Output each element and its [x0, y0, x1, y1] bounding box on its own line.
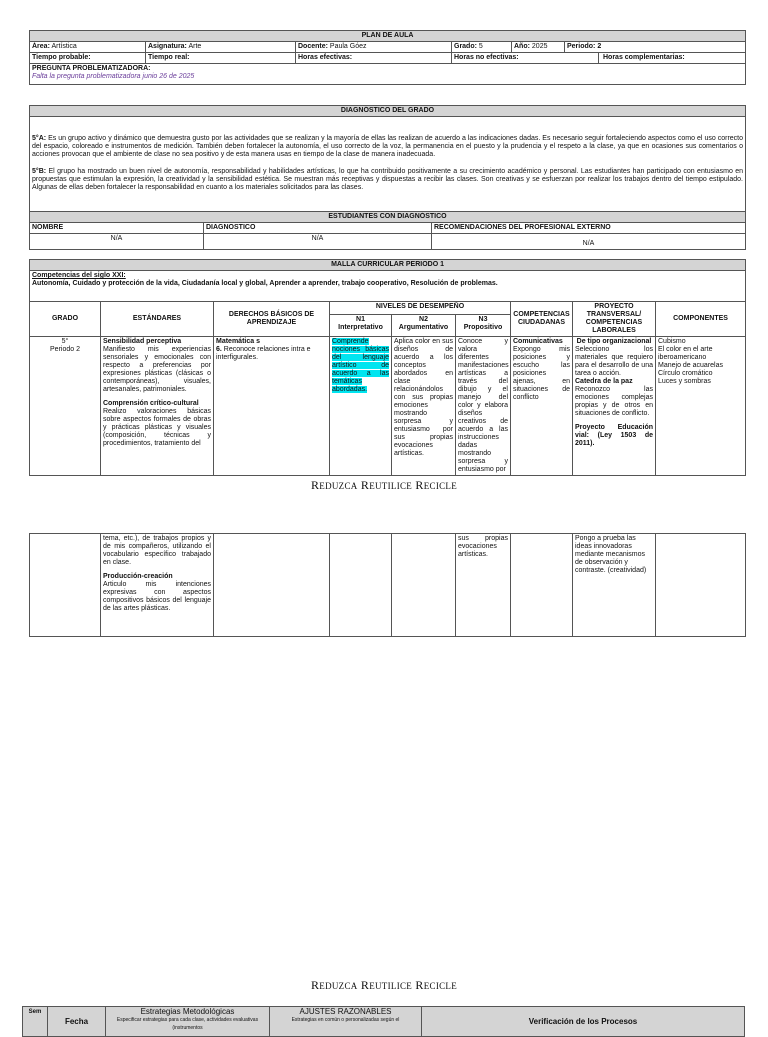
- pregunta-label: PREGUNTA PROBLEMATIZADORA:: [32, 65, 151, 72]
- h-fecha: Fecha: [48, 1007, 106, 1037]
- malla-proyecto: De tipo organizacional Selecciono los materiales que requiero para el desarrollo de una tarea o acción. Catedra de la paz Reconozco las emociones complejas propias y de otros en situaciones de conflicto. Proyecto Educación vial: (Ley 1503 de 2011).: [573, 337, 656, 476]
- diagnostico-5b: 5°B: El grupo ha mostrado un buen nivel de autonomía, responsabilidad y habilidades artísticas, lo que ha contribuido positivamente a su crecimiento académico y personal. Las estudiantes han participado con entusiasmo en propuestas que estimulan la expresión, la creatividad y la sensibilidad estética. Se muestran más receptivas y dispuestas a recibir las clases. Son creativas y se esfuerzan por realizar los trabajos dentro del tiempo estipulado. Algunas de ellas deben fortalecer la responsabilidad en cuanto a los materiales solicitados para las clases.: [32, 168, 744, 191]
- malla-n2: Aplica color en sus diseños de acuerdo a los conceptos abordados en clase relacionándolos con sus propias emociones mostrando sorpresa y entusiasmo por sus propias evocaciones artísticas.: [392, 337, 456, 476]
- anio-cell: Año: 2025: [512, 42, 565, 53]
- malla-componentes: Cubismo El color en el arte iberoamericano Manejo de acuarelas Círculo cromático Luces y sombras: [656, 337, 746, 476]
- cont-n1: [330, 534, 392, 637]
- periodo-cell: Periodo: 2: [565, 42, 746, 53]
- diagnostico-title: DIAGNÓSTICO DEL GRADO: [30, 106, 746, 117]
- competencias-cell: Competencias del siglo XXI: Autonomía, Cuidado y protección de la vida, Ciudadanía local y global, Aprender a aprender, trabajo cooperativo, Resolución de problemas.: [30, 271, 746, 302]
- docente-cell: Docente: Paula Góez: [296, 42, 452, 53]
- h-n2: N2 Argumentativo: [392, 314, 456, 336]
- val-recomendaciones: N/A: [432, 234, 746, 250]
- horas-no-efectivas: Horas no efectivas:: [452, 53, 599, 64]
- h-estrategias: Estrategias Metodológicas Especificar estrategias para cada clase, actividades evaluativas (instrumentos: [106, 1007, 270, 1037]
- h-ajustes: AJUSTES RAZONABLES Estrategias en común o personalizadas según el: [270, 1007, 422, 1037]
- grado-cell: Grado: 5: [452, 42, 512, 53]
- val-nombre: N/A: [30, 234, 204, 250]
- val-diagnostico: N/A: [204, 234, 432, 250]
- malla-dba: Matemática s 6. Reconoce relaciones intra e interfigurales.: [214, 337, 330, 476]
- h-grado: GRADO: [30, 302, 101, 337]
- h-niveles: NIVELES DE DESEMPEÑO: [330, 302, 511, 315]
- col-recomendaciones: RECOMENDACIONES DEL PROFESIONAL EXTERNO: [432, 223, 746, 234]
- cont-ciudadanas: [511, 534, 573, 637]
- malla-curricular-table: [29, 259, 746, 476]
- asignatura-cell: Asignatura: Arte: [146, 42, 296, 53]
- malla-estandares: Sensibilidad perceptiva Manifiesto mis experiencias sensoriales y emocionales con respecto a preferencias por expresiones plásticas (clásicas o contemporáneas), visuales, artesanales, patrimoniales. Comprensión crítico-cultural Realizo valoraciones básicas sobre aspectos formales de obras y prácticas plásticas y visuales (composición, técnicas y procedimientos, tratamiento del: [101, 337, 214, 476]
- area-cell: Área: Artística: [30, 42, 146, 53]
- diagnostico-5a: 5°A: Es un grupo activo y dinámico que demuestra gusto por las actividades que se realizan y la mayoría de ellas las realizan de acuerdo a las indicaciones dadas. Es necesario seguir fortaleciendo aspectos como el uso correcto del espacio, coloreado e instrumentos de medición. También deben fortalecer la autonomía, el uso correcto de la voz, la permanencia en el puesto y la prudencia y el respeto a la clase, ya que en ocasiones sus comentarios o acciones provocan que el ambiente de clase no sea positivo y de esta manera usas en tiempo de la clase de manera inadecuada.: [32, 135, 744, 158]
- horas-efectivas: Horas efectivas:: [296, 53, 452, 64]
- h-n3: N3 Propositivo: [456, 314, 511, 336]
- cont-n3: sus propias evocaciones artísticas.: [456, 534, 511, 637]
- diagnostico-body: [30, 117, 746, 212]
- footer-slogan-2: REDUZCA REUTILICE RECICLE: [310, 978, 458, 992]
- malla-ciudadanas: Comunicativas Expongo mis posiciones y escucho las posiciones ajenas, en situaciones de conflicto: [511, 337, 573, 476]
- malla-title: MALLA CURRICULAR PERIODO 1: [30, 260, 746, 271]
- tiempo-real: Tiempo real:: [146, 53, 296, 64]
- cont-n2: [392, 534, 456, 637]
- malla-grado: 5° Periodo 2: [30, 337, 101, 476]
- pregunta-cell: [30, 64, 746, 85]
- pregunta-value: Falta la pregunta problematizadora junio 26 de 2025: [32, 73, 195, 80]
- plan-de-aula-table: [29, 30, 746, 85]
- cont-componentes: [656, 534, 746, 637]
- col-diagnostico: DIAGNOSTICO: [204, 223, 432, 234]
- tiempo-probable: Tiempo probable:: [30, 53, 146, 64]
- malla-n1: Comprende nociones básicas del lenguaje artístico de acuerdo a las temáticas abordadas.: [330, 337, 392, 476]
- horas-complementarias: Horas complementarias:: [599, 53, 746, 64]
- col-nombre: NOMBRE: [30, 223, 204, 234]
- estudiantes-title: ESTUDIANTES CON DIAGNÓSTICO: [30, 212, 746, 223]
- plan-title: PLAN DE AULA: [30, 31, 746, 42]
- h-sem: Sem: [23, 1007, 48, 1037]
- h-componentes: COMPONENTES: [656, 302, 746, 337]
- cont-grado: [30, 534, 101, 637]
- h-ciudadanas: COMPETENCIAS CIUDADANAS: [511, 302, 573, 337]
- estrategias-table: [22, 1006, 745, 1037]
- malla-continuation-table: [29, 533, 746, 637]
- h-estandares: ESTÁNDARES: [101, 302, 214, 337]
- malla-n3: Conoce y valora diferentes manifestaciones artísticas a través del dibujo y el manejo del color y elabora diseños creativos de acuerdo a las instrucciones dadas mostrando sorpresa y entusiasmo por: [456, 337, 511, 476]
- diagnostico-table: [29, 105, 746, 250]
- h-proyecto: PROYECTO TRANSVERSAL/ COMPETENCIAS LABORALES: [573, 302, 656, 337]
- cont-dba: [214, 534, 330, 637]
- cont-estandares: tema, etc.), de trabajos propios y de mis compañeros, utilizando el vocabulario específico trabajado en clase. Producción-creación Articulo mis intenciones expresivas con aspectos compositivos básicos del lenguaje de las artes plásticas.: [101, 534, 214, 637]
- h-derechos: DERECHOS BÁSICOS DE APRENDIZAJE: [214, 302, 330, 337]
- h-n1: N1 Interpretativo: [330, 314, 392, 336]
- h-verificacion: Verificación de los Procesos: [422, 1007, 745, 1037]
- cont-proyecto: Pongo a prueba las ideas innovadoras mediante mecanismos de observación y contraste. (creatividad): [573, 534, 656, 637]
- footer-slogan: REDUZCA REUTILICE RECICLE: [310, 478, 458, 492]
